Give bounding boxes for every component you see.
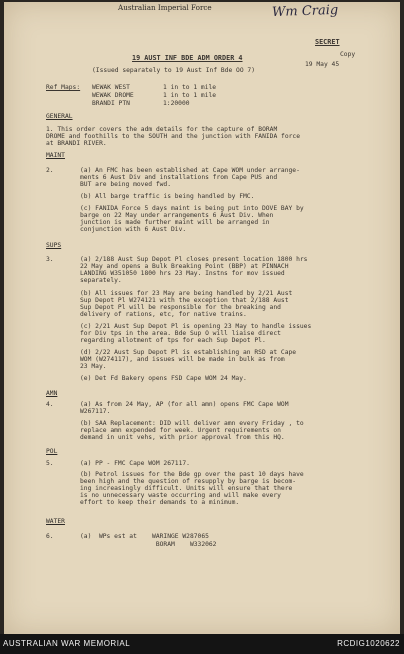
amn-b-line: demand in unit vehs, with prior approval from this HQ.	[80, 434, 285, 441]
section-heading-sups: SUPS	[46, 242, 62, 249]
sups-e-line: (e) Det Fd Bakery opens FSD Cape WOM 24 May.	[80, 375, 247, 382]
para-number: 6.	[46, 533, 54, 540]
ref-map-scale: 1 in to 1 mile	[163, 92, 217, 99]
copy-label: Copy	[340, 51, 356, 58]
pol-b-line: ing increasingly difficult. Units will ensure that there	[80, 485, 293, 492]
maint-a-line: ments 6 Aust Div and installations from Cape PUS and	[80, 174, 278, 181]
sups-d-line: WOM (W274117), and issues will be made in bulk as from	[80, 356, 285, 363]
section-heading-amn: AMN	[46, 390, 58, 397]
ref-map-name: WEWAK WEST	[92, 84, 130, 91]
ref-map-name: BRANDI PTN	[92, 100, 130, 107]
sups-a-line: (a) 2/188 Aust Sup Depot Pl closes present location 1800 hrs	[80, 256, 308, 263]
ref-map-name: WEWAK DROME	[92, 92, 134, 99]
archive-footer	[0, 634, 404, 654]
section-heading-general: GENERAL	[46, 113, 73, 120]
para-number: 5.	[46, 460, 54, 467]
ref-map-scale: 1 in to 1 mile	[163, 84, 217, 91]
sups-a-line: 22 May and opens a Bulk Breaking Point (BBP) at PINNACH	[80, 263, 289, 270]
sups-a-line: separately.	[80, 277, 122, 284]
pol-b-line: effort to keep their demands to a minimum.	[80, 499, 240, 506]
general-para-line: DROME and foothills to the SOUTH and the junction with FANIDA force	[46, 133, 301, 140]
sups-d-line: (d) 2/22 Aust Sup Depot Pl is establishing an RSD at Cape	[80, 349, 297, 356]
order-subtitle: (Issued separately to 19 Aust Inf Bde OO 7)	[92, 67, 256, 74]
sups-d-line: 23 May.	[80, 363, 107, 370]
general-para-line: 1. This order covers the adm details for the capture of BORAM	[46, 126, 278, 133]
secret-marking: SECRET	[315, 38, 340, 46]
order-title: 19 AUST INF BDE ADM ORDER 4	[132, 54, 243, 62]
sups-b-line: Sup Depot Pl W274121 with the exception that 2/188 Aust	[80, 297, 289, 304]
water-line: BORAM W332062	[80, 541, 217, 548]
pol-b-line: is no unnecessary waste occurring and will make every	[80, 492, 281, 499]
maint-c-line: (c) FANIDA Force 5 days maint is being put into DOVE BAY by	[80, 205, 304, 212]
maint-a-line: BUT are being moved fwd.	[80, 181, 171, 188]
section-heading-pol: POL	[46, 448, 58, 455]
maint-a-line: (a) An FMC has been established at Cape WOM under arrange-	[80, 167, 300, 174]
order-date: 19 May 45	[305, 61, 340, 68]
ref-maps-label: Ref Maps:	[46, 84, 81, 91]
general-para-line: at BRANDI RIVER.	[46, 140, 107, 147]
maint-c-line: conjunction with 6 Aust Div.	[80, 226, 187, 233]
amn-b-line: (b) SAA Replacement: DID will deliver amn every Friday , to	[80, 420, 304, 427]
maint-b-line: (b) All barge traffic is being handled by FMC.	[80, 193, 255, 200]
sups-c-line: for Div tps in the area. Bde Sup O will liaise direct	[80, 330, 281, 337]
water-line: (a) WPs est at WARINGE W287065	[80, 533, 209, 540]
amn-a-line: W267117.	[80, 408, 111, 415]
para-number: 4.	[46, 401, 54, 408]
maint-c-line: junction is made further maint will be arranged in	[80, 219, 270, 226]
force-header: Australian Imperial Force	[118, 3, 212, 12]
pol-b-line: (b) Petrol issues for the Bde gp over the past 10 days have	[80, 471, 304, 478]
amn-b-line: replace amn expended for week. Urgent requirements on	[80, 427, 281, 434]
handwritten-signature: Wm Craig	[271, 2, 339, 21]
footer-id: RCDIG1020622	[337, 639, 400, 648]
sups-c-line: (c) 2/21 Aust Sup Depot Pl is opening 23 May to handle issues	[80, 323, 312, 330]
sups-b-line: (b) All issues for 23 May are being handled by 2/21 Aust	[80, 290, 293, 297]
sups-b-line: delivery of rations, etc, for native trains.	[80, 311, 247, 318]
ref-map-scale: 1:20000	[163, 100, 190, 107]
section-heading-water: WATER	[46, 518, 65, 525]
sups-c-line: regarding allotment of tps for each Sup Depot Pl.	[80, 337, 266, 344]
para-number: 3.	[46, 256, 54, 263]
sups-a-line: LANDING W351050 1800 hrs 23 May. Instns for mov issued	[80, 270, 285, 277]
pol-a-line: (a) PP - FMC Cape WOM 267117.	[80, 460, 190, 467]
maint-c-line: barge on 22 May under arrangements 6 Aust Div. When	[80, 212, 274, 219]
footer-source: AUSTRALIAN WAR MEMORIAL	[3, 639, 131, 648]
amn-a-line: (a) As from 24 May, AP (for all amn) opens FMC Cape WOM	[80, 401, 289, 408]
section-heading-maint: MAINT	[46, 152, 65, 159]
para-number: 2.	[46, 167, 54, 174]
pol-b-line: been high and the question of resupply by barge is becom-	[80, 478, 297, 485]
sups-b-line: Sup Depot Pl will be responsible for the breaking and	[80, 304, 281, 311]
